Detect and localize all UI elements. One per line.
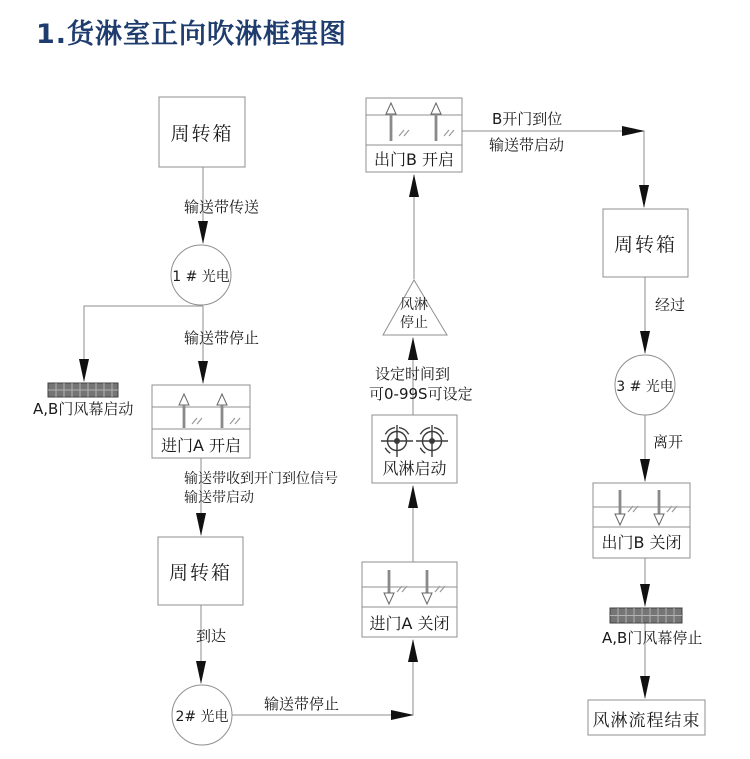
edge-label-b-open-1: B开门到位 <box>492 110 563 128</box>
node-sensor-3: 3 # 光电 <box>616 379 674 395</box>
node-sensor-1: 1 # 光电 <box>172 269 230 285</box>
edge-label-conveyor-transfer: 输送带传送 <box>184 198 260 216</box>
edge-label-timer-2: 可0-99S可设定 <box>369 385 473 403</box>
edge-label-open-signal-1: 输送带收到开门到位信号 <box>184 471 338 487</box>
node-turnover-box-1: 周转箱 <box>170 123 234 145</box>
edge-label-conveyor-stop-2: 输送带停止 <box>264 695 340 713</box>
node-door-a-close: 进门A 关闭 <box>369 614 450 633</box>
node-door-b-close: 出门B 关闭 <box>601 533 682 552</box>
air-curtain-stop-icon <box>610 608 682 623</box>
air-curtain-start-icon <box>48 383 118 397</box>
node-sensor-2: 2# 光电 <box>175 709 229 725</box>
node-shapes <box>152 97 705 745</box>
edge-label-conveyor-stop: 输送带停止 <box>184 329 260 347</box>
node-air-curtain-start: A,B门风幕启动 <box>33 400 134 418</box>
node-turnover-box-2: 周转箱 <box>168 562 232 584</box>
edge-label-leave: 离开 <box>653 433 684 451</box>
edge-label-timer-1: 设定时间到 <box>375 365 451 383</box>
node-shower-start: 风淋启动 <box>382 459 447 478</box>
node-door-a-open: 进门A 开启 <box>160 436 242 455</box>
node-flow-end: 风淋流程结束 <box>592 711 701 731</box>
edge-label-open-signal-2: 输送带启动 <box>184 490 254 506</box>
node-door-b-open: 出门B 开启 <box>373 150 455 169</box>
edge-label-b-open-2: 输送带启动 <box>489 136 565 154</box>
edge-label-arrive: 到达 <box>196 627 227 645</box>
page-title: 1.货淋室正向吹淋框程图 <box>36 19 348 50</box>
edge-label-pass-by: 经过 <box>655 296 686 314</box>
node-turnover-box-3: 周转箱 <box>613 234 677 256</box>
node-shower-stop-line1: 风淋 <box>400 297 428 313</box>
node-air-curtain-stop: A,B门风幕停止 <box>602 629 703 647</box>
node-shower-stop-line2: 停止 <box>400 315 428 331</box>
